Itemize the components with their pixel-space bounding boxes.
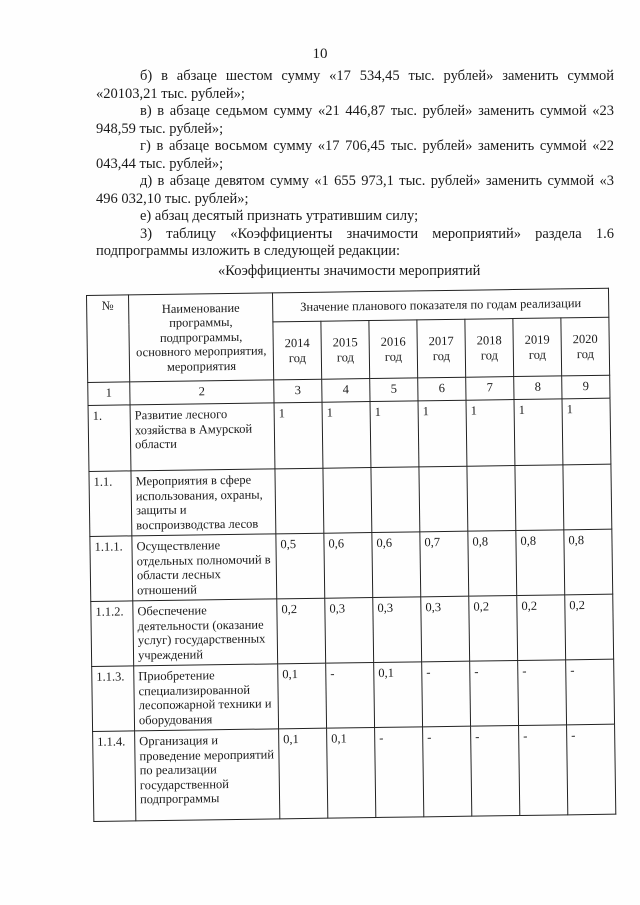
- row-name: Организация и проведение мероприятий по реализации государственной подпрограммы: [135, 729, 280, 821]
- value-cell: 1: [274, 402, 323, 469]
- value-cell: 0,3: [421, 596, 470, 662]
- year-header: 2017 год: [417, 319, 466, 378]
- body-text: [96, 68, 614, 280]
- value-cell: 0,6: [372, 532, 421, 598]
- row-name: Приобретение специализированной лесопожарной техники и оборудования: [134, 664, 279, 731]
- value-cell: 0,8: [564, 529, 613, 595]
- header-name: Наименование программы, подпрограммы, основного мероприятия, мероприятия: [129, 293, 274, 382]
- row-name: Мероприятия в сфере использования, охраны, защиты и воспроизводства лесов: [131, 469, 276, 536]
- value-cell: 1: [418, 400, 467, 467]
- table-row: [92, 659, 615, 731]
- row-name: Осуществление отдельных полномочий в области лесных отношений: [132, 534, 277, 601]
- value-cell: 0,2: [517, 595, 566, 661]
- value-cell: -: [518, 660, 567, 726]
- value-cell: 0,8: [468, 531, 517, 597]
- value-cell: [515, 465, 564, 531]
- row-number: 1.: [88, 405, 131, 472]
- value-cell: -: [326, 663, 375, 729]
- table-row: [93, 724, 616, 821]
- value-cell: [371, 467, 420, 533]
- index-cell: 6: [418, 377, 466, 401]
- value-cell: 1: [370, 401, 419, 468]
- value-cell: 0,2: [469, 596, 518, 662]
- value-cell: 1: [466, 400, 515, 467]
- index-cell: 1: [88, 382, 130, 406]
- index-cell: 5: [370, 378, 418, 402]
- index-cell: 3: [274, 379, 322, 403]
- value-cell: [563, 464, 612, 530]
- value-cell: 0,1: [327, 728, 376, 819]
- index-cell: 2: [130, 380, 274, 405]
- paragraph: е) абзац десятый признать утратившим силу;: [140, 208, 419, 224]
- row-number: 1.1.4.: [93, 731, 136, 822]
- row-number: 1.1.1.: [90, 536, 133, 602]
- row-number: 1.1.: [89, 471, 132, 537]
- value-cell: [323, 468, 372, 534]
- value-cell: 0,1: [278, 663, 327, 729]
- table-row: [91, 594, 614, 666]
- paragraph: д) в абзаце девятом сумму «1 655 973,1 тыс. рублей» заменить суммой «3 496 032,10 тыс. рублей»;: [96, 173, 614, 207]
- value-cell: 0,2: [277, 598, 326, 664]
- page-number: 10: [312, 46, 328, 62]
- paragraph: б) в абзаце шестом сумму «17 534,45 тыс. рублей» заменить суммой «20103,21 тыс. рублей»;: [96, 68, 614, 102]
- value-cell: 0,3: [325, 598, 374, 664]
- value-cell: 0,2: [565, 594, 614, 660]
- value-cell: 0,3: [373, 597, 422, 663]
- value-cell: -: [422, 661, 471, 727]
- year-header: 2016 год: [369, 320, 418, 379]
- value-cell: 0,5: [276, 533, 325, 599]
- value-cell: 0,6: [324, 533, 373, 599]
- value-cell: -: [423, 726, 472, 817]
- row-number: 1.1.2.: [91, 601, 134, 667]
- value-cell: -: [471, 726, 520, 817]
- row-name: Обеспечение деятельности (оказание услуг) государственных учреждений: [133, 599, 278, 666]
- year-header: 2015 год: [321, 321, 370, 380]
- table-row: [88, 398, 611, 471]
- value-cell: -: [519, 725, 568, 816]
- index-cell: 8: [514, 376, 562, 400]
- value-cell: -: [567, 724, 616, 815]
- table-row: [90, 529, 613, 601]
- value-cell: 1: [514, 399, 563, 466]
- index-cell: 7: [466, 377, 514, 401]
- value-cell: [467, 466, 516, 532]
- value-cell: -: [470, 661, 519, 727]
- value-cell: 1: [562, 398, 611, 465]
- value-cell: 0,1: [279, 728, 328, 819]
- table-title: «Коэффициенты значимости мероприятий: [218, 262, 481, 279]
- header-group: Значение планового показателя по годам реализации: [272, 288, 608, 322]
- value-cell: 0,1: [374, 662, 423, 728]
- index-cell: 9: [562, 375, 610, 399]
- value-cell: -: [375, 727, 424, 818]
- row-name: Развитие лесного хозяйства в Амурской области: [130, 403, 275, 471]
- year-header: 2018 год: [465, 319, 514, 378]
- table-row: [89, 464, 612, 536]
- coefficients-table: [86, 288, 616, 822]
- value-cell: [419, 466, 468, 532]
- paragraph: 3) таблицу «Коэффициенты значимости мероприятий» раздела 1.6 подпрограммы изложить в следующей редакции:: [96, 225, 614, 259]
- paragraph: г) в абзаце восьмом сумму «17 706,45 тыс. рублей» заменить суммой «22 043,44 тыс. рублей»;: [96, 138, 614, 172]
- value-cell: 1: [322, 402, 371, 469]
- value-cell: 0,7: [420, 531, 469, 597]
- year-header: 2014 год: [273, 321, 322, 380]
- paragraph: в) в абзаце седьмом сумму «21 446,87 тыс. рублей» заменить суммой «23 948,59 тыс. рублей»;: [96, 103, 614, 137]
- year-header: 2019 год: [513, 318, 562, 377]
- year-header: 2020 год: [561, 317, 610, 376]
- value-cell: [275, 468, 324, 534]
- index-cell: 4: [322, 379, 370, 403]
- value-cell: 0,8: [516, 530, 565, 596]
- row-number: 1.1.3.: [92, 666, 135, 732]
- value-cell: -: [566, 659, 615, 725]
- header-num: №: [87, 295, 130, 383]
